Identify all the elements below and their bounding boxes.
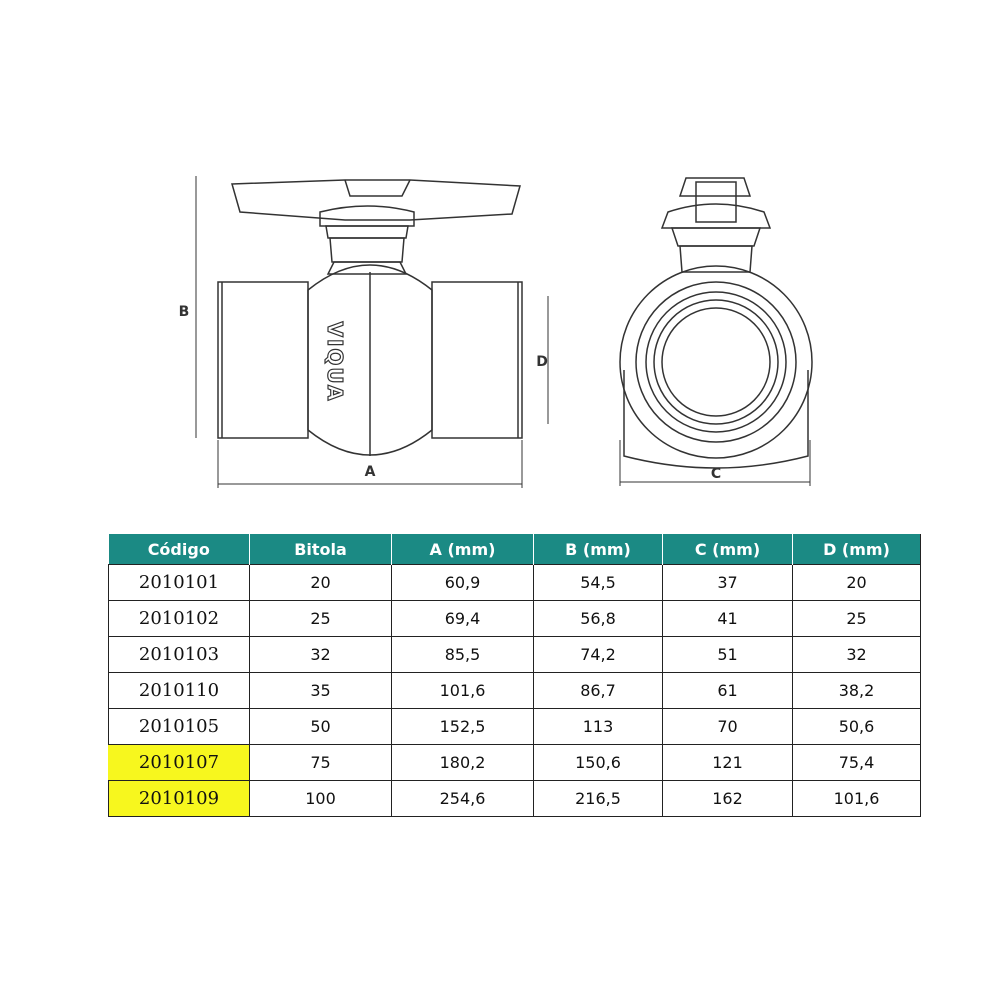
cell-d: 50,6 bbox=[793, 709, 921, 745]
table-row bbox=[109, 565, 921, 601]
header-bitola: Bitola bbox=[250, 534, 392, 565]
header-codigo: Código bbox=[109, 534, 250, 565]
cell-d: 75,4 bbox=[793, 745, 921, 781]
cell-codigo-highlighted: 2010107 bbox=[109, 745, 250, 781]
cell-b: 216,5 bbox=[534, 781, 663, 817]
dim-label-a: A bbox=[364, 464, 376, 480]
cell-codigo-highlighted: 2010109 bbox=[109, 781, 250, 817]
cell-b: 54,5 bbox=[534, 565, 663, 601]
cell-bitola: 32 bbox=[250, 637, 392, 673]
cell-c: 162 bbox=[663, 781, 793, 817]
dim-label-c: C bbox=[710, 466, 722, 482]
table-row bbox=[109, 673, 921, 709]
cell-codigo: 2010101 bbox=[109, 565, 250, 601]
brand-logo: VIQUA bbox=[323, 321, 347, 403]
cell-c: 70 bbox=[663, 709, 793, 745]
cell-a: 152,5 bbox=[392, 709, 534, 745]
cell-a: 180,2 bbox=[392, 745, 534, 781]
cell-a: 60,9 bbox=[392, 565, 534, 601]
dim-label-b: B bbox=[178, 304, 190, 320]
table-row bbox=[109, 637, 921, 673]
cell-b: 113 bbox=[534, 709, 663, 745]
cell-bitola: 25 bbox=[250, 601, 392, 637]
cell-bitola: 20 bbox=[250, 565, 392, 601]
table-header-row bbox=[109, 534, 921, 565]
header-d-mm: D (mm) bbox=[793, 534, 921, 565]
cell-codigo: 2010110 bbox=[109, 673, 250, 709]
cell-d: 38,2 bbox=[793, 673, 921, 709]
cell-a: 85,5 bbox=[392, 637, 534, 673]
cell-d: 20 bbox=[793, 565, 921, 601]
table-row bbox=[109, 601, 921, 637]
cell-b: 74,2 bbox=[534, 637, 663, 673]
header-b-mm: B (mm) bbox=[534, 534, 663, 565]
cell-d: 25 bbox=[793, 601, 921, 637]
cell-a: 69,4 bbox=[392, 601, 534, 637]
cell-c: 37 bbox=[663, 565, 793, 601]
cell-c: 61 bbox=[663, 673, 793, 709]
cell-b: 150,6 bbox=[534, 745, 663, 781]
cell-codigo: 2010105 bbox=[109, 709, 250, 745]
cell-a: 101,6 bbox=[392, 673, 534, 709]
cell-b: 56,8 bbox=[534, 601, 663, 637]
table-row-highlighted bbox=[109, 745, 921, 781]
front-view bbox=[620, 178, 812, 486]
cell-bitola: 100 bbox=[250, 781, 392, 817]
cell-d: 32 bbox=[793, 637, 921, 673]
header-c-mm: C (mm) bbox=[663, 534, 793, 565]
cell-d: 101,6 bbox=[793, 781, 921, 817]
cell-codigo: 2010102 bbox=[109, 601, 250, 637]
cell-codigo: 2010103 bbox=[109, 637, 250, 673]
table-row-highlighted bbox=[109, 781, 921, 817]
cell-bitola: 50 bbox=[250, 709, 392, 745]
dim-label-d: D bbox=[536, 354, 548, 370]
table-row bbox=[109, 709, 921, 745]
cell-a: 254,6 bbox=[392, 781, 534, 817]
side-view bbox=[196, 176, 548, 488]
cell-c: 41 bbox=[663, 601, 793, 637]
header-a-mm: A (mm) bbox=[392, 534, 534, 565]
cell-c: 51 bbox=[663, 637, 793, 673]
cell-bitola: 75 bbox=[250, 745, 392, 781]
cell-bitola: 35 bbox=[250, 673, 392, 709]
cell-b: 86,7 bbox=[534, 673, 663, 709]
dimensions-table bbox=[108, 534, 921, 817]
cell-c: 121 bbox=[663, 745, 793, 781]
